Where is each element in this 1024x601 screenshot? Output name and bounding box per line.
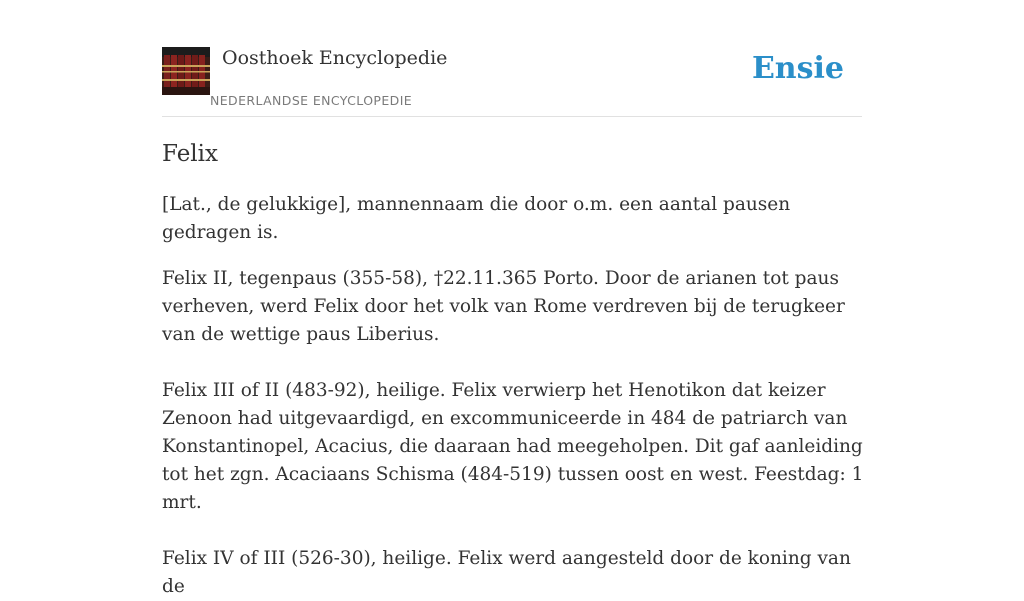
article <box>162 138 866 601</box>
article-entry: Felix IV of III (526-30), heilige. Felix werd aangesteld door de koning van de <box>162 548 851 597</box>
site-title[interactable]: Oosthoek Encyclopedie <box>222 47 448 69</box>
books-image <box>162 47 210 95</box>
site-subtitle: NEDERLANDSE ENCYCLOPEDIE <box>210 93 413 108</box>
ensie-logo-link[interactable]: Ensie <box>751 51 844 86</box>
site-header <box>162 46 862 117</box>
article-entry: Felix II, tegenpaus (355-58), †22.11.365 Porto. Door de arianen tot paus verheven, werd Felix door het volk van Rome verdreven bij de terugkeer van de wettige paus Liberius. <box>162 268 845 345</box>
article-intro: [Lat., de gelukkige], mannennaam die door o.m. een aantal pausen gedragen is. <box>162 194 791 243</box>
article-entry: Felix III of II (483-92), heilige. Felix verwierp het Henotikon dat keizer Zenoon had uitgevaardigd, en excommuniceerde in 484 de patriarch van Konstantinopel, Acacius, die daaraan had meegeholpen. Dit gaf aanleiding tot het zgn. Acaciaans Schisma (484-519) tussen oost en west. Feestdag: 1 mrt. <box>162 380 864 513</box>
article-title: Felix <box>162 141 218 167</box>
encyclopedia-books-logo[interactable] <box>162 47 210 95</box>
